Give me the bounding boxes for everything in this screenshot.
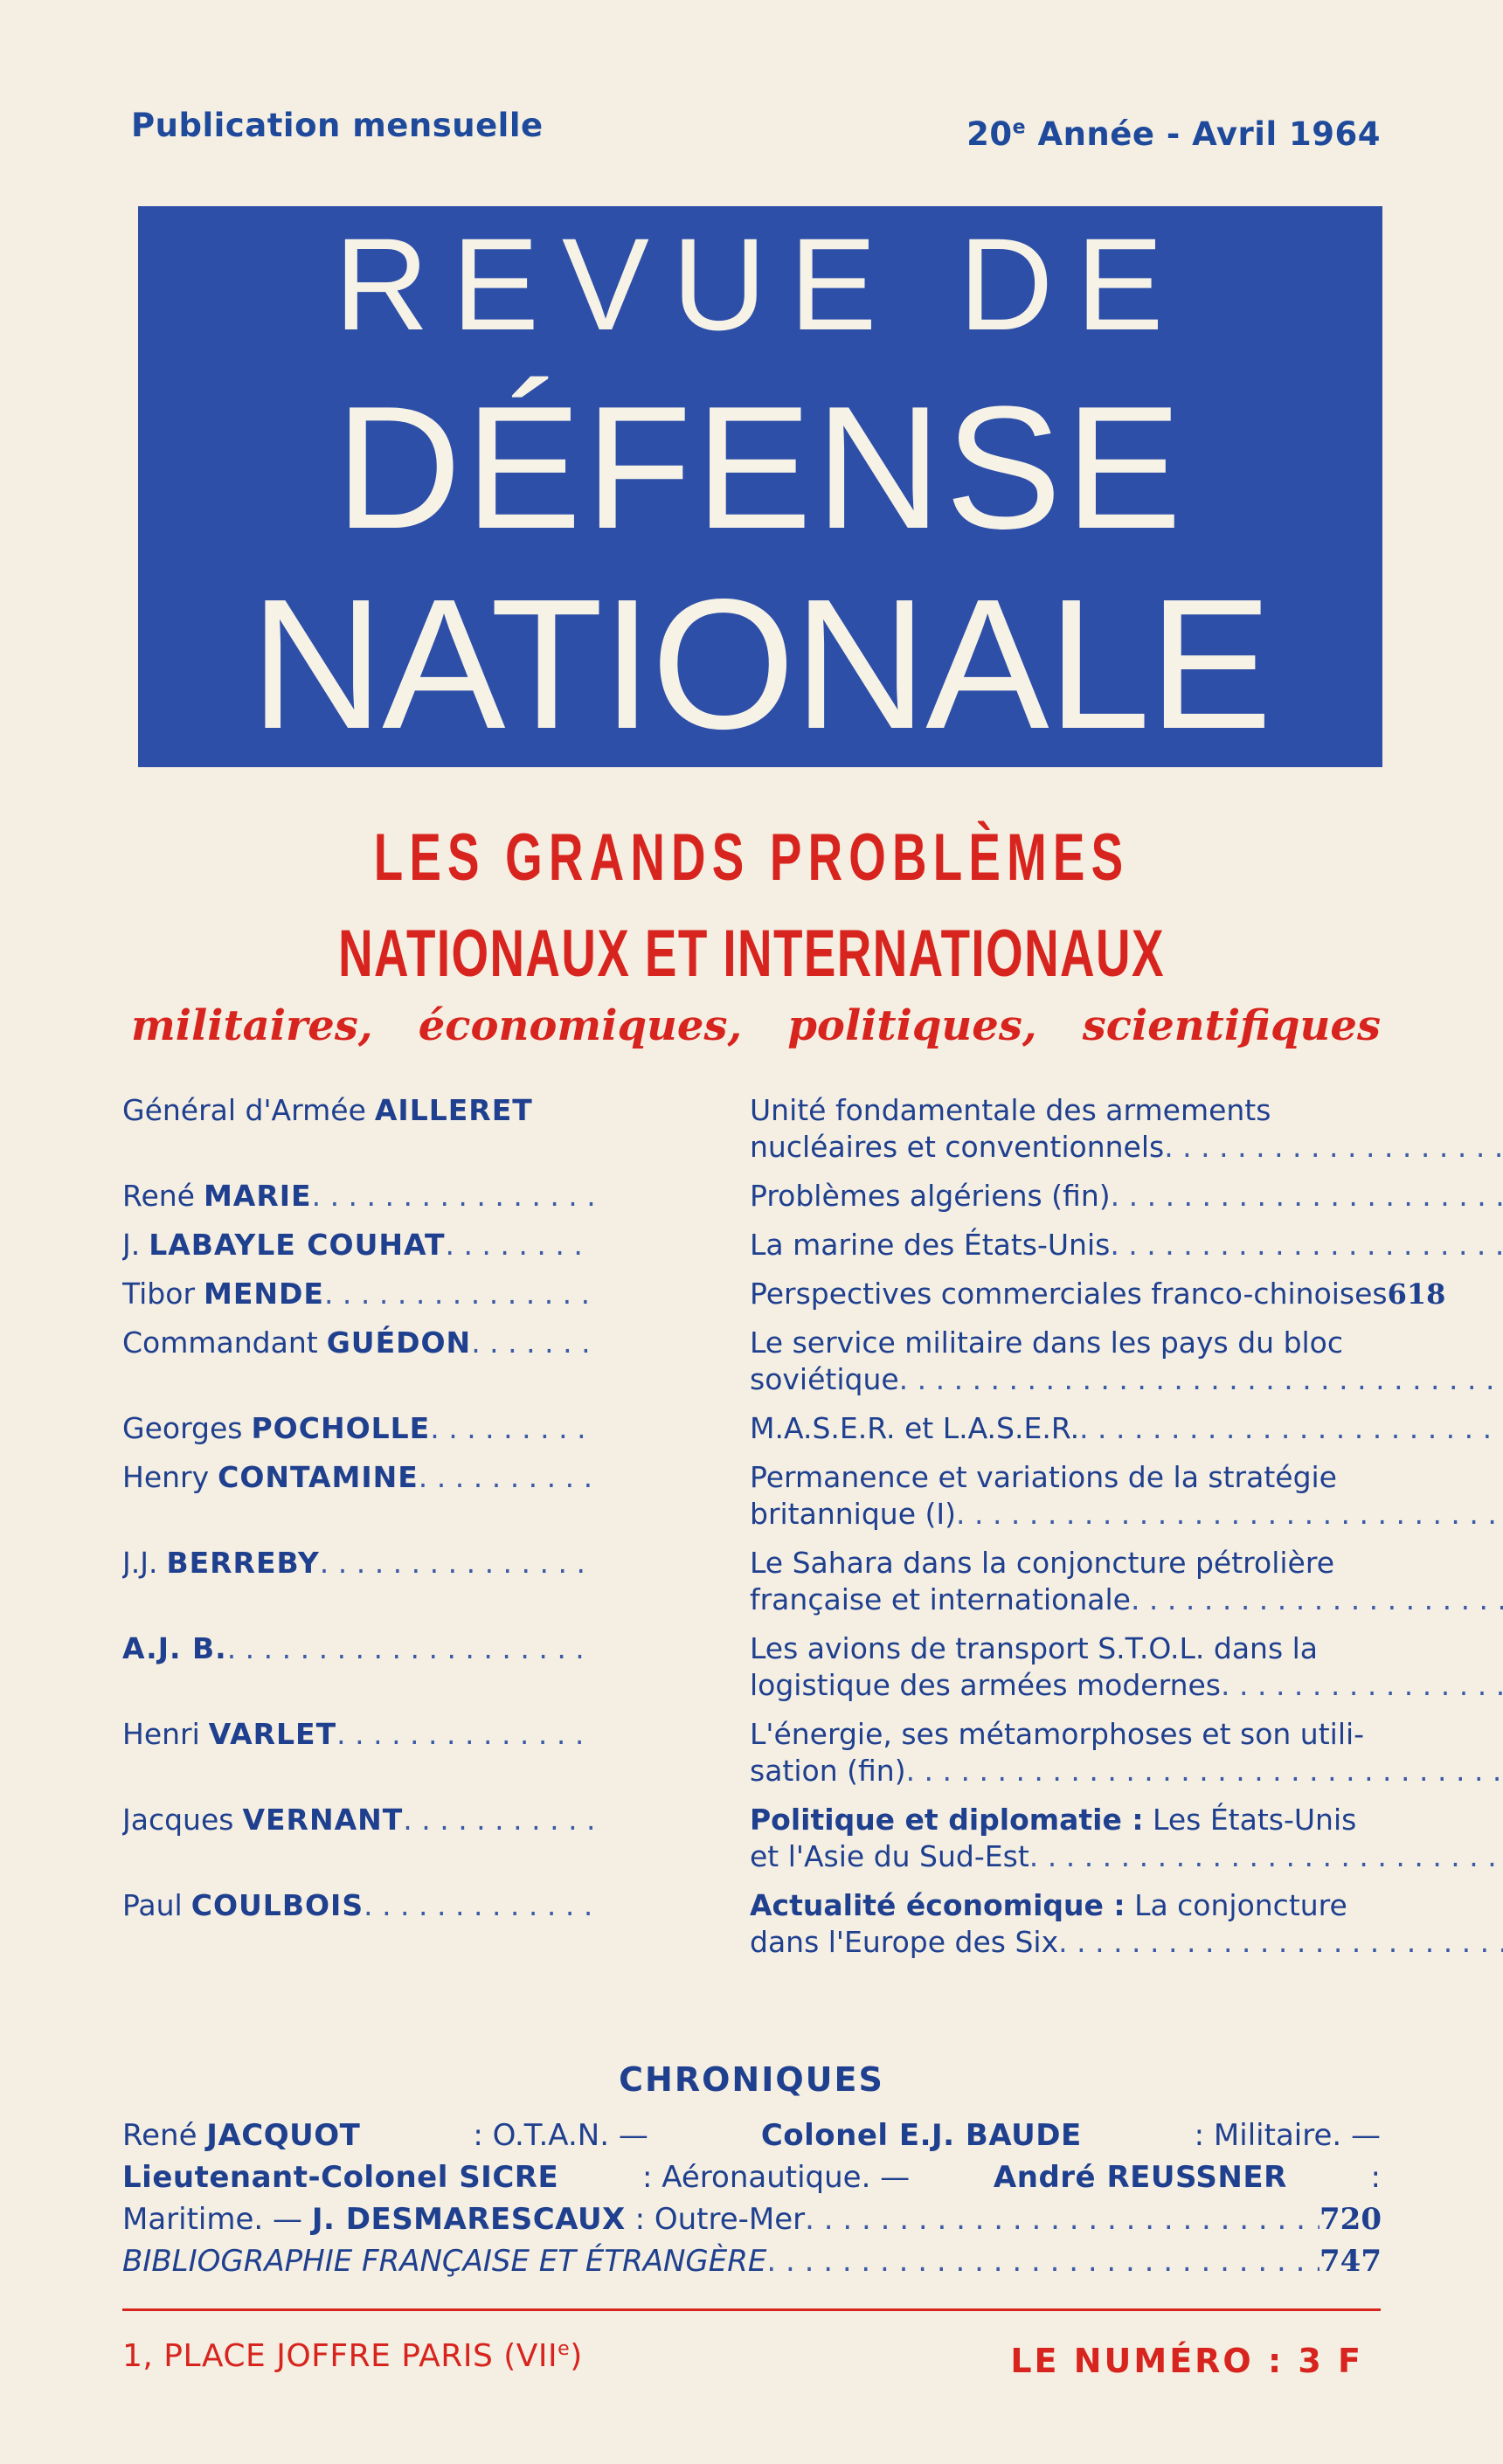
toc-article bbox=[750, 1092, 1503, 1166]
leader-dots bbox=[805, 2198, 1319, 2240]
toc-article bbox=[750, 1459, 1503, 1533]
article-title-line bbox=[750, 1716, 1503, 1753]
topic-item: scientifiques bbox=[1082, 1001, 1381, 1050]
leader-dots bbox=[312, 1178, 594, 1215]
article-last-line bbox=[750, 1129, 1503, 1166]
chronique-line bbox=[122, 2156, 1381, 2198]
title-block bbox=[138, 206, 1382, 767]
chroniques-list bbox=[122, 2114, 1381, 2282]
subtitle-line-2: NATIONAUX ET INTERNATIONAUX bbox=[338, 917, 1165, 991]
page-number: 747 bbox=[1319, 2244, 1382, 2279]
year-number: 20 bbox=[966, 115, 1013, 153]
article-title-text: sation (fin) bbox=[750, 1754, 906, 1788]
article-title-text: Les avions de transport S.T.O.L. dans la bbox=[750, 1631, 1319, 1665]
chronique-line bbox=[122, 2198, 1381, 2240]
leader-dots bbox=[1029, 1838, 1503, 1875]
article-title-line bbox=[750, 1545, 1503, 1582]
author-first: J. bbox=[122, 1228, 141, 1262]
subtitle-topics bbox=[131, 1001, 1381, 1050]
article-last-line bbox=[750, 1582, 1503, 1618]
chronique-line bbox=[122, 2114, 1381, 2156]
table-of-contents bbox=[122, 1092, 1446, 1973]
toc-row bbox=[122, 1092, 1381, 1166]
leader-dots bbox=[336, 1716, 594, 1789]
article-title-line bbox=[750, 1630, 1503, 1667]
author-last: A.J. B. bbox=[122, 1631, 227, 1665]
leader-dots bbox=[1079, 1410, 1503, 1447]
toc-author bbox=[122, 1459, 594, 1533]
article-title-text: Unité fondamentale des armements bbox=[750, 1093, 1271, 1127]
leader-dots bbox=[364, 1887, 594, 1961]
toc-row bbox=[122, 1459, 1381, 1533]
author-first: René bbox=[122, 1179, 195, 1213]
leader-dots bbox=[445, 1227, 594, 1263]
article-title-line bbox=[750, 1802, 1503, 1838]
author-last: AILLERET bbox=[374, 1093, 533, 1127]
author-first: René bbox=[122, 2118, 197, 2153]
author-last: GUÉDON bbox=[326, 1325, 472, 1360]
address-end: ) bbox=[570, 2338, 583, 2374]
author-name: Colonel E.J. BAUDE bbox=[760, 2118, 1082, 2153]
topic-item: économiques, bbox=[418, 1001, 743, 1050]
chronique-topic: : Aéronautique. — bbox=[641, 2160, 911, 2195]
leader-dots bbox=[956, 1496, 1503, 1533]
toc-article bbox=[750, 1716, 1503, 1789]
article-title-text: La conjoncture bbox=[1125, 1888, 1347, 1922]
bibliography-line bbox=[122, 2240, 1381, 2282]
author-name: Lieutenant-Colonel SICRE bbox=[122, 2160, 559, 2195]
issue-text: Année - Avril 1964 bbox=[1026, 115, 1381, 153]
toc-author bbox=[122, 1227, 594, 1263]
toc-row bbox=[122, 1325, 1381, 1398]
author-first: Henri bbox=[122, 1717, 200, 1751]
section-label: Politique et diplomatie : bbox=[750, 1803, 1144, 1837]
issue-date bbox=[966, 115, 1381, 153]
toc-row bbox=[122, 1276, 1446, 1312]
article-last-line bbox=[750, 1924, 1503, 1961]
article-last-line bbox=[750, 1276, 1446, 1312]
article-title-text: Le Sahara dans la conjoncture pétrolière bbox=[750, 1546, 1334, 1580]
year-suffix: e bbox=[1012, 116, 1027, 139]
toc-article bbox=[750, 1178, 1503, 1215]
author-first: J.J. bbox=[122, 1546, 158, 1580]
author-first: Jacques bbox=[122, 1803, 234, 1837]
article-last-line bbox=[750, 1838, 1503, 1875]
title-line-2: DÉFENSE bbox=[335, 370, 1186, 565]
section-label: Actualité économique : bbox=[750, 1888, 1126, 1922]
toc-article bbox=[750, 1887, 1503, 1961]
leader-dots bbox=[906, 1753, 1503, 1789]
leader-dots bbox=[533, 1092, 594, 1166]
article-title-text: Le service militaire dans les pays du bloc bbox=[750, 1325, 1344, 1360]
article-last-line bbox=[750, 1361, 1503, 1398]
article-last-line bbox=[750, 1178, 1503, 1215]
article-title-text: Permanence et variations de la stratégie bbox=[750, 1460, 1337, 1494]
title-line-3: NATIONALE bbox=[250, 560, 1271, 767]
author-last: COULBOIS bbox=[190, 1888, 364, 1922]
toc-row bbox=[122, 1802, 1381, 1875]
toc-row bbox=[122, 1630, 1381, 1704]
article-title-text: logistique des armées modernes bbox=[750, 1668, 1221, 1702]
article-last-line bbox=[750, 1410, 1503, 1447]
leader-dots bbox=[1164, 1129, 1503, 1166]
toc-author bbox=[122, 1092, 594, 1166]
article-title-text: britannique (I) bbox=[750, 1497, 956, 1531]
toc-author bbox=[122, 1545, 594, 1618]
article-title-text: Les États-Unis bbox=[1143, 1803, 1357, 1837]
article-title-text: M.A.S.E.R. et L.A.S.E.R. bbox=[750, 1411, 1080, 1445]
article-title-text: Problèmes algériens (fin) bbox=[750, 1179, 1111, 1213]
toc-author bbox=[122, 1276, 594, 1312]
leader-dots bbox=[471, 1325, 594, 1398]
toc-author bbox=[122, 1410, 594, 1447]
toc-article bbox=[750, 1802, 1503, 1875]
article-title-line bbox=[750, 1092, 1503, 1129]
article-title-text: L'énergie, ses métamorphoses et son utili- bbox=[750, 1717, 1365, 1751]
subtitle-line-1: LES GRANDS PROBLÈMES bbox=[373, 820, 1130, 895]
author-last: BERREBY bbox=[166, 1546, 320, 1580]
toc-row bbox=[122, 1716, 1381, 1789]
address-suffix: e bbox=[558, 2338, 571, 2360]
author-first: Commandant bbox=[122, 1325, 318, 1360]
leader-dots bbox=[766, 2240, 1319, 2282]
toc-row bbox=[122, 1178, 1381, 1215]
leader-dots bbox=[403, 1802, 594, 1875]
leader-dots bbox=[1111, 1178, 1503, 1215]
author-first: Georges bbox=[122, 1411, 243, 1445]
toc-author bbox=[122, 1716, 594, 1789]
chronique-topic: : Outre-Mer bbox=[634, 2202, 806, 2237]
toc-author bbox=[122, 1178, 594, 1215]
leader-dots bbox=[1058, 1924, 1503, 1961]
author-last: LABAYLE COUHAT bbox=[149, 1228, 446, 1262]
toc-row bbox=[122, 1887, 1381, 1961]
toc-article bbox=[750, 1227, 1503, 1263]
chroniques-title: CHRONIQUES bbox=[619, 2060, 884, 2099]
toc-author bbox=[122, 1630, 594, 1704]
article-title-text: La marine des États-Unis bbox=[750, 1228, 1111, 1262]
article-title-line bbox=[750, 1887, 1503, 1924]
page-number: 618 bbox=[1387, 1277, 1446, 1311]
article-title-text: soviétique bbox=[750, 1362, 899, 1396]
chronique-topic: : bbox=[1370, 2160, 1381, 2195]
footer-divider bbox=[122, 2308, 1381, 2311]
author-last: VERNANT bbox=[242, 1803, 404, 1837]
footer-address bbox=[122, 2338, 583, 2374]
footer-price: LE NUMÉRO : 3 F bbox=[1010, 2342, 1363, 2380]
article-title-text: française et internationale bbox=[750, 1582, 1131, 1616]
toc-article bbox=[750, 1630, 1503, 1704]
toc-author bbox=[122, 1802, 594, 1875]
author-first: Henry bbox=[122, 1460, 210, 1494]
toc-row bbox=[122, 1545, 1381, 1618]
article-last-line bbox=[750, 1667, 1503, 1704]
article-last-line bbox=[750, 1753, 1503, 1789]
author-last: MENDE bbox=[204, 1277, 324, 1311]
leader-dots bbox=[1110, 1227, 1503, 1263]
topic-item: militaires, bbox=[131, 1001, 373, 1050]
article-last-line bbox=[750, 1496, 1503, 1533]
article-title-line bbox=[750, 1459, 1503, 1496]
article-title-text: et l'Asie du Sud-Est bbox=[750, 1839, 1029, 1873]
author-last: JACQUOT bbox=[206, 2118, 361, 2153]
chronique-topic: : Militaire. — bbox=[1194, 2118, 1381, 2153]
toc-row bbox=[122, 1410, 1381, 1447]
leader-dots bbox=[899, 1361, 1503, 1398]
article-title-text: Perspectives commerciales franco-chinoises bbox=[750, 1277, 1388, 1311]
toc-author bbox=[122, 1325, 594, 1398]
chronique-topic: Maritime. — bbox=[122, 2202, 303, 2237]
author-first: Tibor bbox=[122, 1277, 196, 1311]
author-name: J. DESMARESCAUX bbox=[311, 2202, 626, 2237]
toc-article bbox=[750, 1325, 1503, 1398]
article-title-text: nucléaires et conventionnels bbox=[750, 1130, 1165, 1164]
toc-article bbox=[750, 1545, 1503, 1618]
article-title-text: dans l'Europe des Six bbox=[750, 1925, 1059, 1959]
leader-dots bbox=[324, 1276, 594, 1312]
author-last: VARLET bbox=[208, 1717, 337, 1751]
leader-dots bbox=[419, 1459, 594, 1533]
chronique-entry bbox=[122, 2114, 360, 2156]
article-title-line bbox=[750, 1325, 1503, 1361]
leader-dots bbox=[320, 1545, 594, 1618]
article-last-line bbox=[750, 1227, 1503, 1263]
toc-row bbox=[122, 1227, 1381, 1263]
address-text: 1, PLACE JOFFRE PARIS (VII bbox=[122, 2338, 558, 2374]
leader-dots bbox=[430, 1410, 594, 1447]
author-last: MARIE bbox=[203, 1179, 312, 1213]
chronique-topic: : O.T.A.N. — bbox=[473, 2118, 648, 2153]
leader-dots bbox=[1131, 1582, 1503, 1618]
toc-author bbox=[122, 1887, 594, 1961]
author-first: Général d'Armée bbox=[122, 1093, 366, 1127]
author-last: POCHOLLE bbox=[251, 1411, 431, 1445]
author-first: Paul bbox=[122, 1888, 183, 1922]
title-line-1: REVUE DE bbox=[334, 211, 1187, 357]
page-number: 720 bbox=[1319, 2202, 1382, 2237]
toc-article bbox=[750, 1410, 1503, 1447]
publication-frequency: Publication mensuelle bbox=[131, 107, 544, 144]
author-name: André REUSSNER bbox=[993, 2160, 1287, 2195]
toc-article bbox=[750, 1276, 1446, 1312]
author-last: CONTAMINE bbox=[218, 1460, 419, 1494]
leader-dots bbox=[1221, 1667, 1503, 1704]
leader-dots bbox=[227, 1630, 594, 1704]
topic-item: politiques, bbox=[787, 1001, 1037, 1050]
bibliography-label: BIBLIOGRAPHIE FRANÇAISE ET ÉTRANGÈRE bbox=[122, 2244, 767, 2279]
